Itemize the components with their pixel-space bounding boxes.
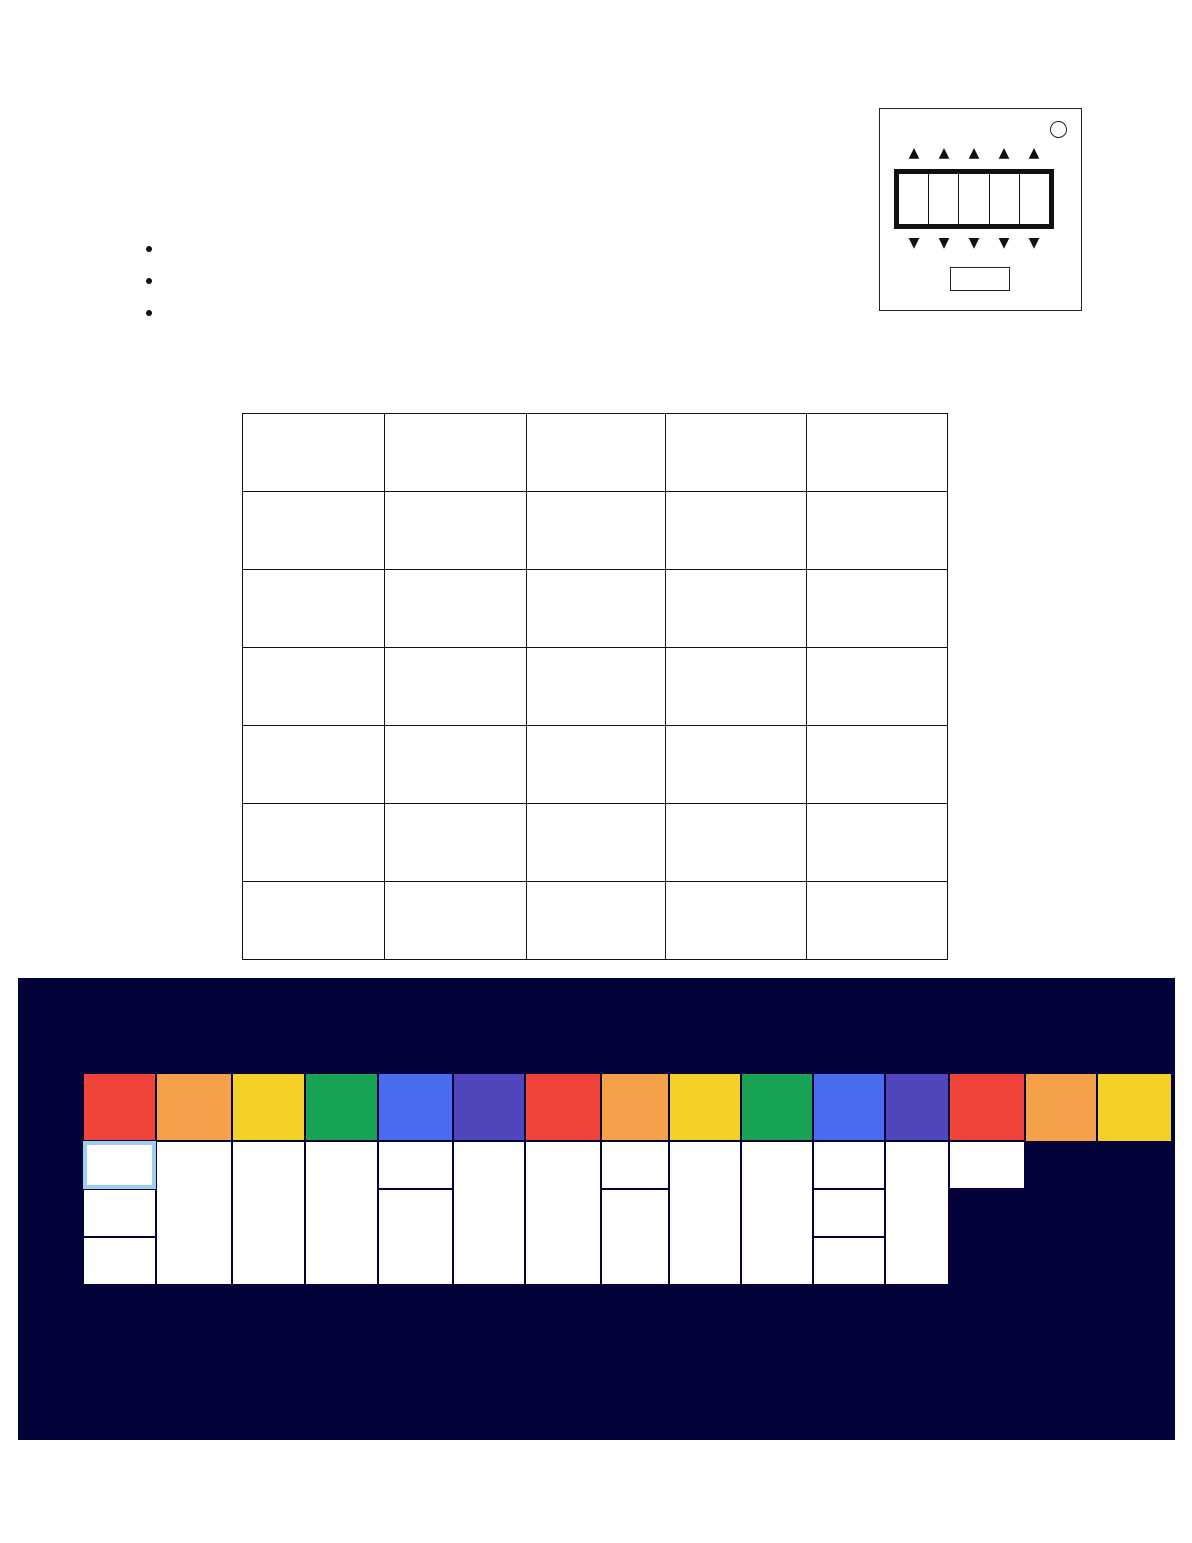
word-cell: [385, 414, 527, 492]
word-cell: [527, 882, 666, 960]
password-word-cell: [885, 1141, 949, 1285]
arrow-down-icon[interactable]: ▼: [968, 235, 980, 251]
password-word-cell: [949, 1141, 1025, 1189]
word-cell: [243, 570, 385, 648]
word-cell: [666, 492, 807, 570]
table-row: [243, 726, 948, 804]
word-cell: [666, 804, 807, 882]
password-word-cell: [601, 1141, 669, 1189]
word-cell: [666, 570, 807, 648]
password-word-cell: [525, 1141, 601, 1285]
arrow-down-icon[interactable]: ▼: [1028, 235, 1040, 251]
letter-header: [305, 1074, 378, 1141]
word-cell: [385, 726, 527, 804]
arrow-up-icon[interactable]: ▲: [968, 145, 980, 161]
word-cell: [807, 648, 948, 726]
arrow-up-icon[interactable]: ▲: [998, 145, 1010, 161]
password-word-cell: [378, 1189, 453, 1285]
arrow-down-icon[interactable]: ▼: [908, 235, 920, 251]
letter-header: [378, 1074, 453, 1141]
password-word-cell: [669, 1141, 741, 1285]
table-row: [243, 570, 948, 648]
letter-header: [453, 1074, 525, 1141]
arrow-up-icon[interactable]: ▲: [938, 145, 950, 161]
word-cell: [243, 804, 385, 882]
word-cell: [385, 804, 527, 882]
table-row: [83, 1141, 1172, 1189]
table-row: [243, 414, 948, 492]
word-cell: [527, 726, 666, 804]
letter-header: [885, 1074, 949, 1141]
letter-slot: [929, 174, 959, 224]
instruction-list: [135, 232, 165, 328]
word-cell: [243, 882, 385, 960]
password-word-cell: [83, 1237, 156, 1285]
letter-header: [232, 1074, 305, 1141]
arrow-up-icon[interactable]: ▲: [908, 145, 920, 161]
word-cell: [807, 570, 948, 648]
word-table: [242, 413, 948, 960]
password-word-cell: [813, 1237, 885, 1285]
letter-header: [1025, 1074, 1097, 1141]
table-row: [243, 882, 948, 960]
letter-header: [83, 1074, 156, 1141]
word-cell: [807, 414, 948, 492]
table-row: [243, 804, 948, 882]
word-cell: [807, 882, 948, 960]
status-light: [1050, 121, 1067, 138]
password-word-cell: [305, 1141, 378, 1285]
password-module-illustration: [879, 108, 1082, 311]
letter-display: [894, 169, 1054, 229]
password-word-cell: [156, 1141, 232, 1285]
table-row: [243, 648, 948, 726]
word-cell: [527, 492, 666, 570]
word-cell: [243, 414, 385, 492]
word-cell: [666, 648, 807, 726]
up-arrow-row: [904, 145, 1044, 161]
letter-header: [669, 1074, 741, 1141]
letter-header: [813, 1074, 885, 1141]
letter-header: [156, 1074, 232, 1141]
password-word-cell: [232, 1141, 305, 1285]
word-cell: [385, 648, 527, 726]
word-cell: [666, 726, 807, 804]
word-cell: [666, 882, 807, 960]
password-word-cell: [453, 1141, 525, 1285]
english-password-panel: [18, 978, 1175, 1440]
letter-header: [1097, 1074, 1172, 1141]
letter-slot: [959, 174, 989, 224]
password-letter-table: [82, 1074, 1173, 1286]
word-cell: [243, 726, 385, 804]
word-cell: [527, 804, 666, 882]
table-row: [243, 492, 948, 570]
down-arrow-row: [904, 235, 1044, 251]
word-cell: [807, 726, 948, 804]
word-cell: [385, 492, 527, 570]
word-cell: [527, 570, 666, 648]
password-word-cell: [813, 1189, 885, 1237]
word-cell: [385, 570, 527, 648]
password-word-cell: [83, 1189, 156, 1237]
password-word-cell: [601, 1189, 669, 1285]
word-cell: [807, 492, 948, 570]
letter-header: [601, 1074, 669, 1141]
word-cell: [807, 804, 948, 882]
password-word-cell: [813, 1141, 885, 1189]
word-cell: [527, 648, 666, 726]
word-cell: [243, 648, 385, 726]
arrow-down-icon[interactable]: ▼: [998, 235, 1010, 251]
letter-slot: [1020, 174, 1049, 224]
password-word-cell: [378, 1141, 453, 1189]
letter-header: [741, 1074, 813, 1141]
word-cell: [243, 492, 385, 570]
arrow-down-icon[interactable]: ▼: [938, 235, 950, 251]
arrow-up-icon[interactable]: ▲: [1028, 145, 1040, 161]
word-cell: [527, 414, 666, 492]
word-cell: [385, 882, 527, 960]
password-word-cell: [83, 1141, 156, 1189]
letter-slot: [990, 174, 1020, 224]
letter-header: [949, 1074, 1025, 1141]
password-word-cell: [741, 1141, 813, 1285]
submit-button[interactable]: [950, 267, 1010, 291]
letter-header: [525, 1074, 601, 1141]
letter-slot: [899, 174, 929, 224]
word-cell: [666, 414, 807, 492]
